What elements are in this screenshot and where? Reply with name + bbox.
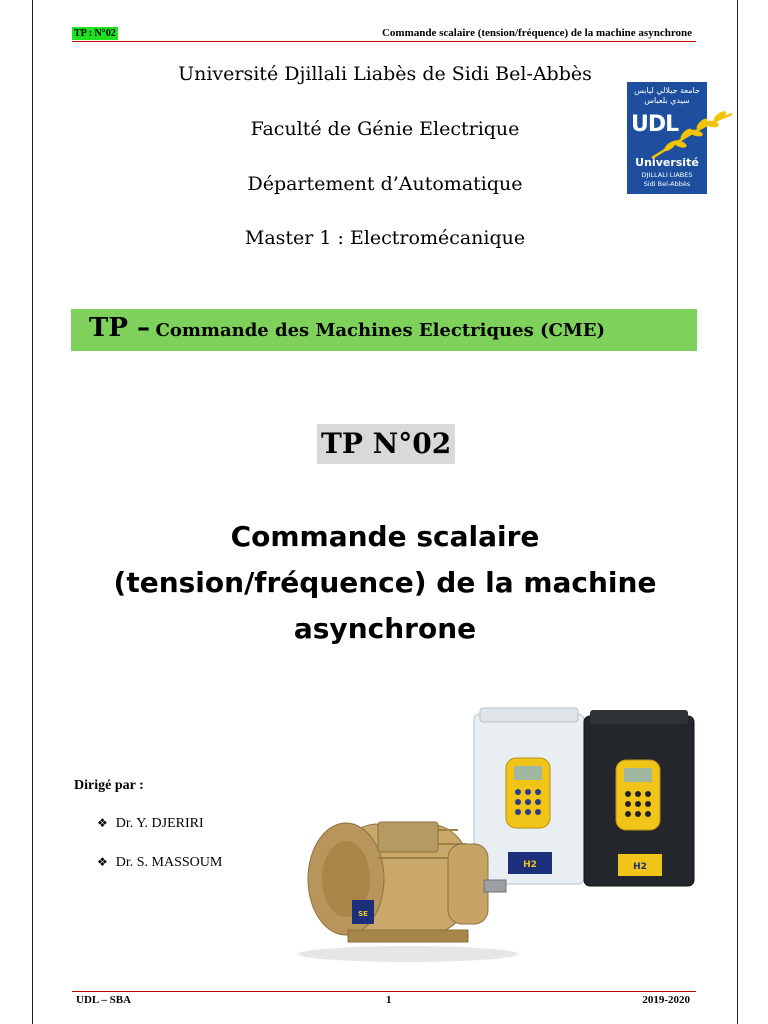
title-line-3: asynchrone	[293, 612, 477, 645]
title-line-1: Commande scalaire	[230, 520, 540, 553]
motor-and-inverters-photo	[298, 704, 708, 964]
faculty-name: Faculté de Génie Electrique	[250, 118, 520, 140]
course-banner	[71, 309, 697, 351]
page-number: 1	[386, 994, 392, 1006]
header-rule	[72, 41, 696, 42]
logo-acronym: UDL	[631, 112, 679, 137]
university-name: Université Djillali Liabès de Sidi Bel-Abbès	[178, 63, 592, 85]
svg-text:H2: H2	[523, 860, 537, 870]
logo-label: Université	[635, 156, 699, 169]
title-line-2: (tension/fréquence) de la machine	[113, 566, 657, 599]
page-header	[72, 27, 696, 41]
page-border-left	[32, 0, 33, 1024]
banner-prefix: TP –	[89, 313, 150, 343]
page-footer	[72, 994, 696, 1008]
olive-branch-icon	[650, 104, 734, 162]
footer-left: UDL – SBA	[76, 994, 132, 1006]
header-tag: TP : N°02	[74, 28, 116, 39]
department-name: Département d’Automatique	[247, 173, 523, 195]
program-name: Master 1 : Electromécanique	[244, 227, 526, 249]
logo-sub1: DJILLALI LIABES	[641, 171, 693, 179]
svg-text:H2: H2	[633, 862, 647, 872]
banner-course: Commande des Machines Electriques (CME)	[155, 320, 605, 341]
supervisor-2: ❖ Dr. S. MASSOUM	[97, 855, 223, 870]
page-border-right	[737, 0, 738, 1024]
diamond-bullet-icon: ❖	[97, 855, 108, 869]
directed-by-label: Dirigé par :	[74, 778, 144, 793]
logo-arabic-text: جامعة جيلالي ليابس سيدي بلعباس	[634, 86, 700, 105]
tp-number: TP N°02	[317, 424, 455, 464]
supervisor-1: ❖ Dr. Y. DJERIRI	[97, 816, 204, 831]
diamond-bullet-icon: ❖	[97, 816, 108, 830]
footer-year: 2019-2020	[642, 994, 690, 1006]
document-title	[40, 514, 730, 652]
svg-text:SE: SE	[358, 910, 368, 918]
logo-sub2: Sidi Bel-Abbès	[643, 180, 691, 188]
header-title: Commande scalaire (tension/fréquence) de la machine asynchrone	[381, 27, 692, 39]
footer-rule	[72, 991, 696, 992]
black-inverter	[584, 710, 694, 886]
white-inverter	[474, 708, 584, 884]
